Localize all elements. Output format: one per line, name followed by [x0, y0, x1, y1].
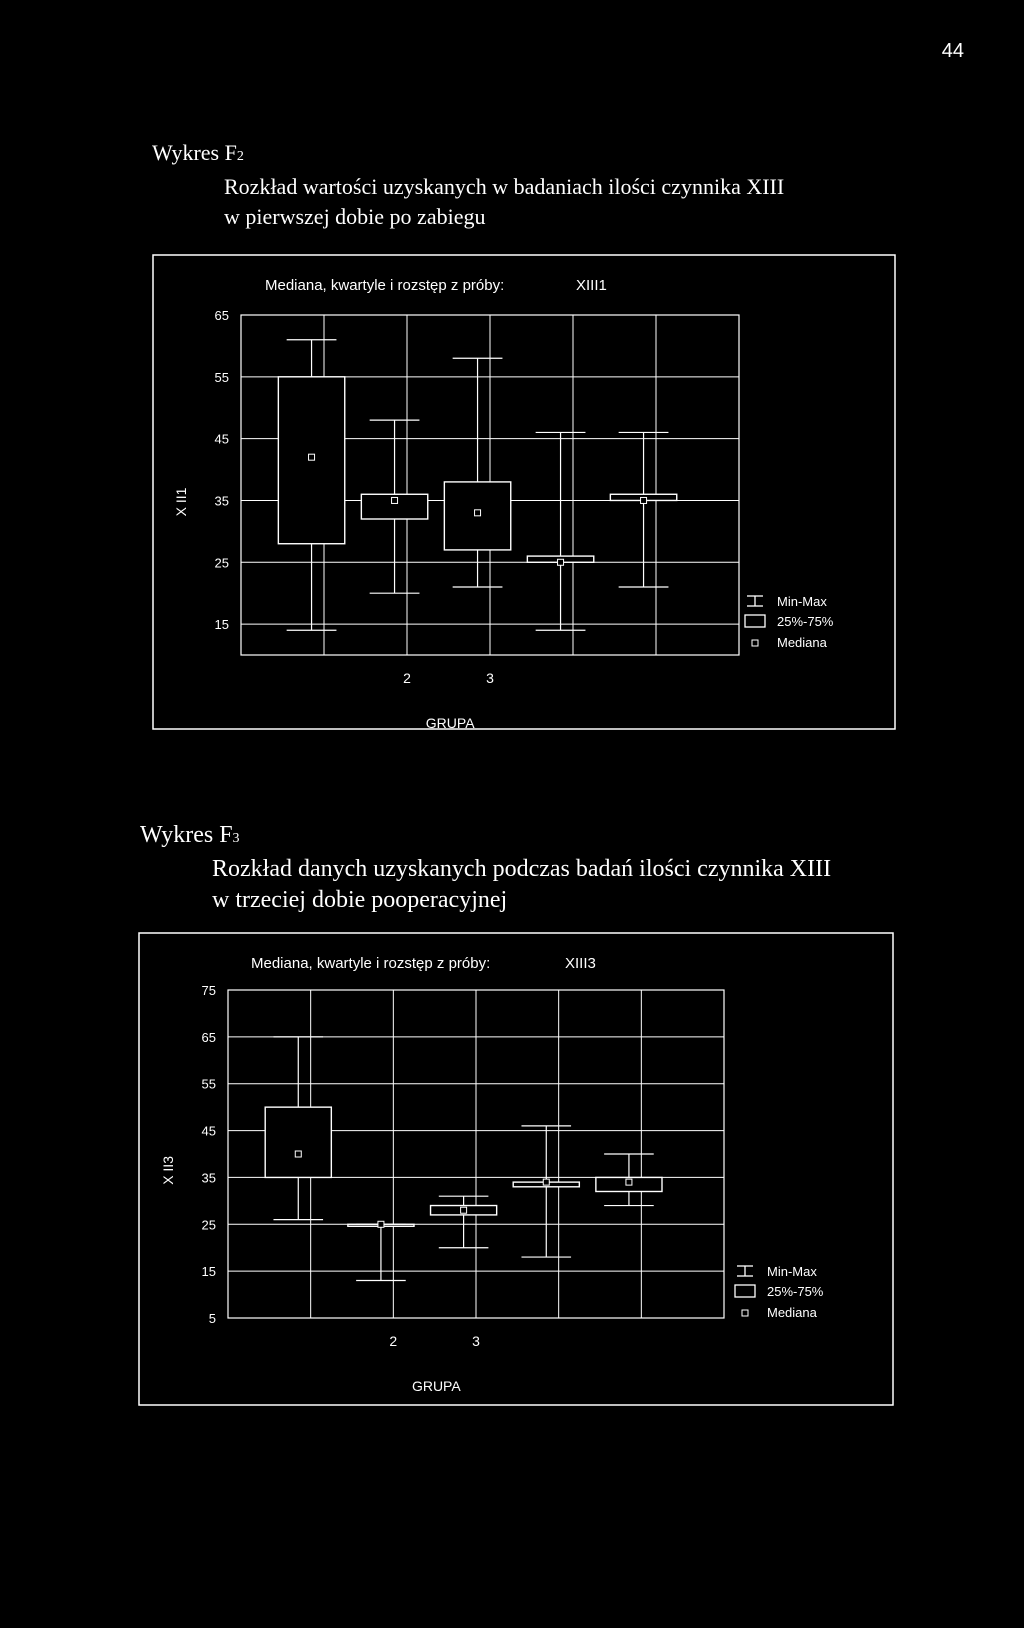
median-marker: [309, 454, 315, 460]
y-tick-label: 15: [214, 617, 229, 633]
median-marker: [461, 1207, 467, 1213]
legend: [735, 1264, 824, 1320]
box-group-1: [278, 340, 344, 631]
median-marker: [392, 497, 398, 503]
legend-item: Mediana: [777, 635, 827, 650]
y-tick-label: 45: [214, 431, 229, 447]
box-group-4: [527, 432, 593, 630]
legend-box-icon: [745, 615, 765, 627]
y-tick-label: 15: [201, 1264, 216, 1280]
figure-title-line: Rozkład wartości uzyskanych w badaniach ilości czynnika XIII: [224, 174, 785, 199]
box-group-4: [513, 1126, 579, 1257]
chart-variable-name: XIII3: [565, 955, 596, 972]
chart-title: Mediana, kwartyle i rozstęp z próby:: [251, 955, 491, 972]
median-marker: [543, 1179, 549, 1185]
y-tick-label: 35: [214, 493, 229, 509]
box-group-5: [610, 432, 676, 587]
median-marker: [641, 497, 647, 503]
chart-frame: [153, 255, 895, 729]
y-tick-label: 45: [201, 1123, 216, 1139]
x-tick-label: 2: [389, 1333, 398, 1349]
legend-item: 25%-75%: [777, 614, 834, 629]
figure-title-line: w trzeciej dobie pooperacyjnej: [212, 887, 508, 913]
box-group-1: [265, 1037, 331, 1220]
legend-box-icon: [735, 1285, 755, 1297]
legend-item: Mediana: [767, 1305, 817, 1320]
box-plot-chart-2: [139, 933, 893, 1405]
legend-item: Min-Max: [777, 594, 827, 609]
median-marker: [475, 510, 481, 516]
legend-item: 25%-75%: [767, 1284, 824, 1299]
median-marker: [558, 559, 564, 565]
legend-median-icon: [752, 640, 758, 646]
box-group-3: [431, 1196, 497, 1248]
x-axis-label: GRUPA: [411, 1378, 461, 1394]
x-axis-label: GRUPA: [425, 715, 475, 731]
iqr-box: [265, 1107, 331, 1177]
chart-variable-name: XIII1: [576, 277, 607, 294]
legend: [745, 594, 834, 650]
y-tick-label: 75: [201, 983, 216, 998]
box-plot-chart-1: [153, 255, 895, 731]
box-group-3: [444, 358, 510, 587]
x-tick-label: 3: [472, 1333, 480, 1349]
y-tick-label: 65: [201, 1029, 216, 1045]
x-tick-label: 3: [486, 670, 494, 686]
y-tick-label: 25: [214, 555, 229, 571]
legend-median-icon: [742, 1310, 748, 1316]
y-axis-label: X II3: [160, 1156, 176, 1185]
x-tick-label: 2: [403, 670, 411, 686]
y-tick-label: 65: [214, 308, 229, 323]
figure-label: Wykres F2: [152, 140, 244, 165]
median-marker: [295, 1151, 301, 1157]
figure-label: Wykres F3: [140, 822, 240, 848]
y-tick-label: 5: [208, 1311, 216, 1326]
median-marker: [626, 1179, 632, 1185]
y-tick-label: 55: [214, 369, 229, 385]
box-group-2: [361, 420, 427, 593]
y-tick-label: 35: [201, 1170, 216, 1186]
box-group-5: [596, 1154, 662, 1206]
y-tick-label: 55: [201, 1076, 216, 1092]
figure-title-line: w pierwszej dobie po zabiegu: [224, 204, 486, 229]
figure-title-line: Rozkład danych uzyskanych podczas badań ilości czynnika XIII: [212, 856, 832, 882]
chart-title: Mediana, kwartyle i rozstęp z próby:: [265, 277, 505, 294]
y-axis-label: X II1: [173, 487, 189, 517]
y-tick-label: 25: [201, 1217, 216, 1233]
page-number: 44: [941, 40, 964, 62]
median-marker: [378, 1221, 384, 1227]
chart-frame: [139, 933, 893, 1405]
legend-item: Min-Max: [767, 1264, 817, 1279]
